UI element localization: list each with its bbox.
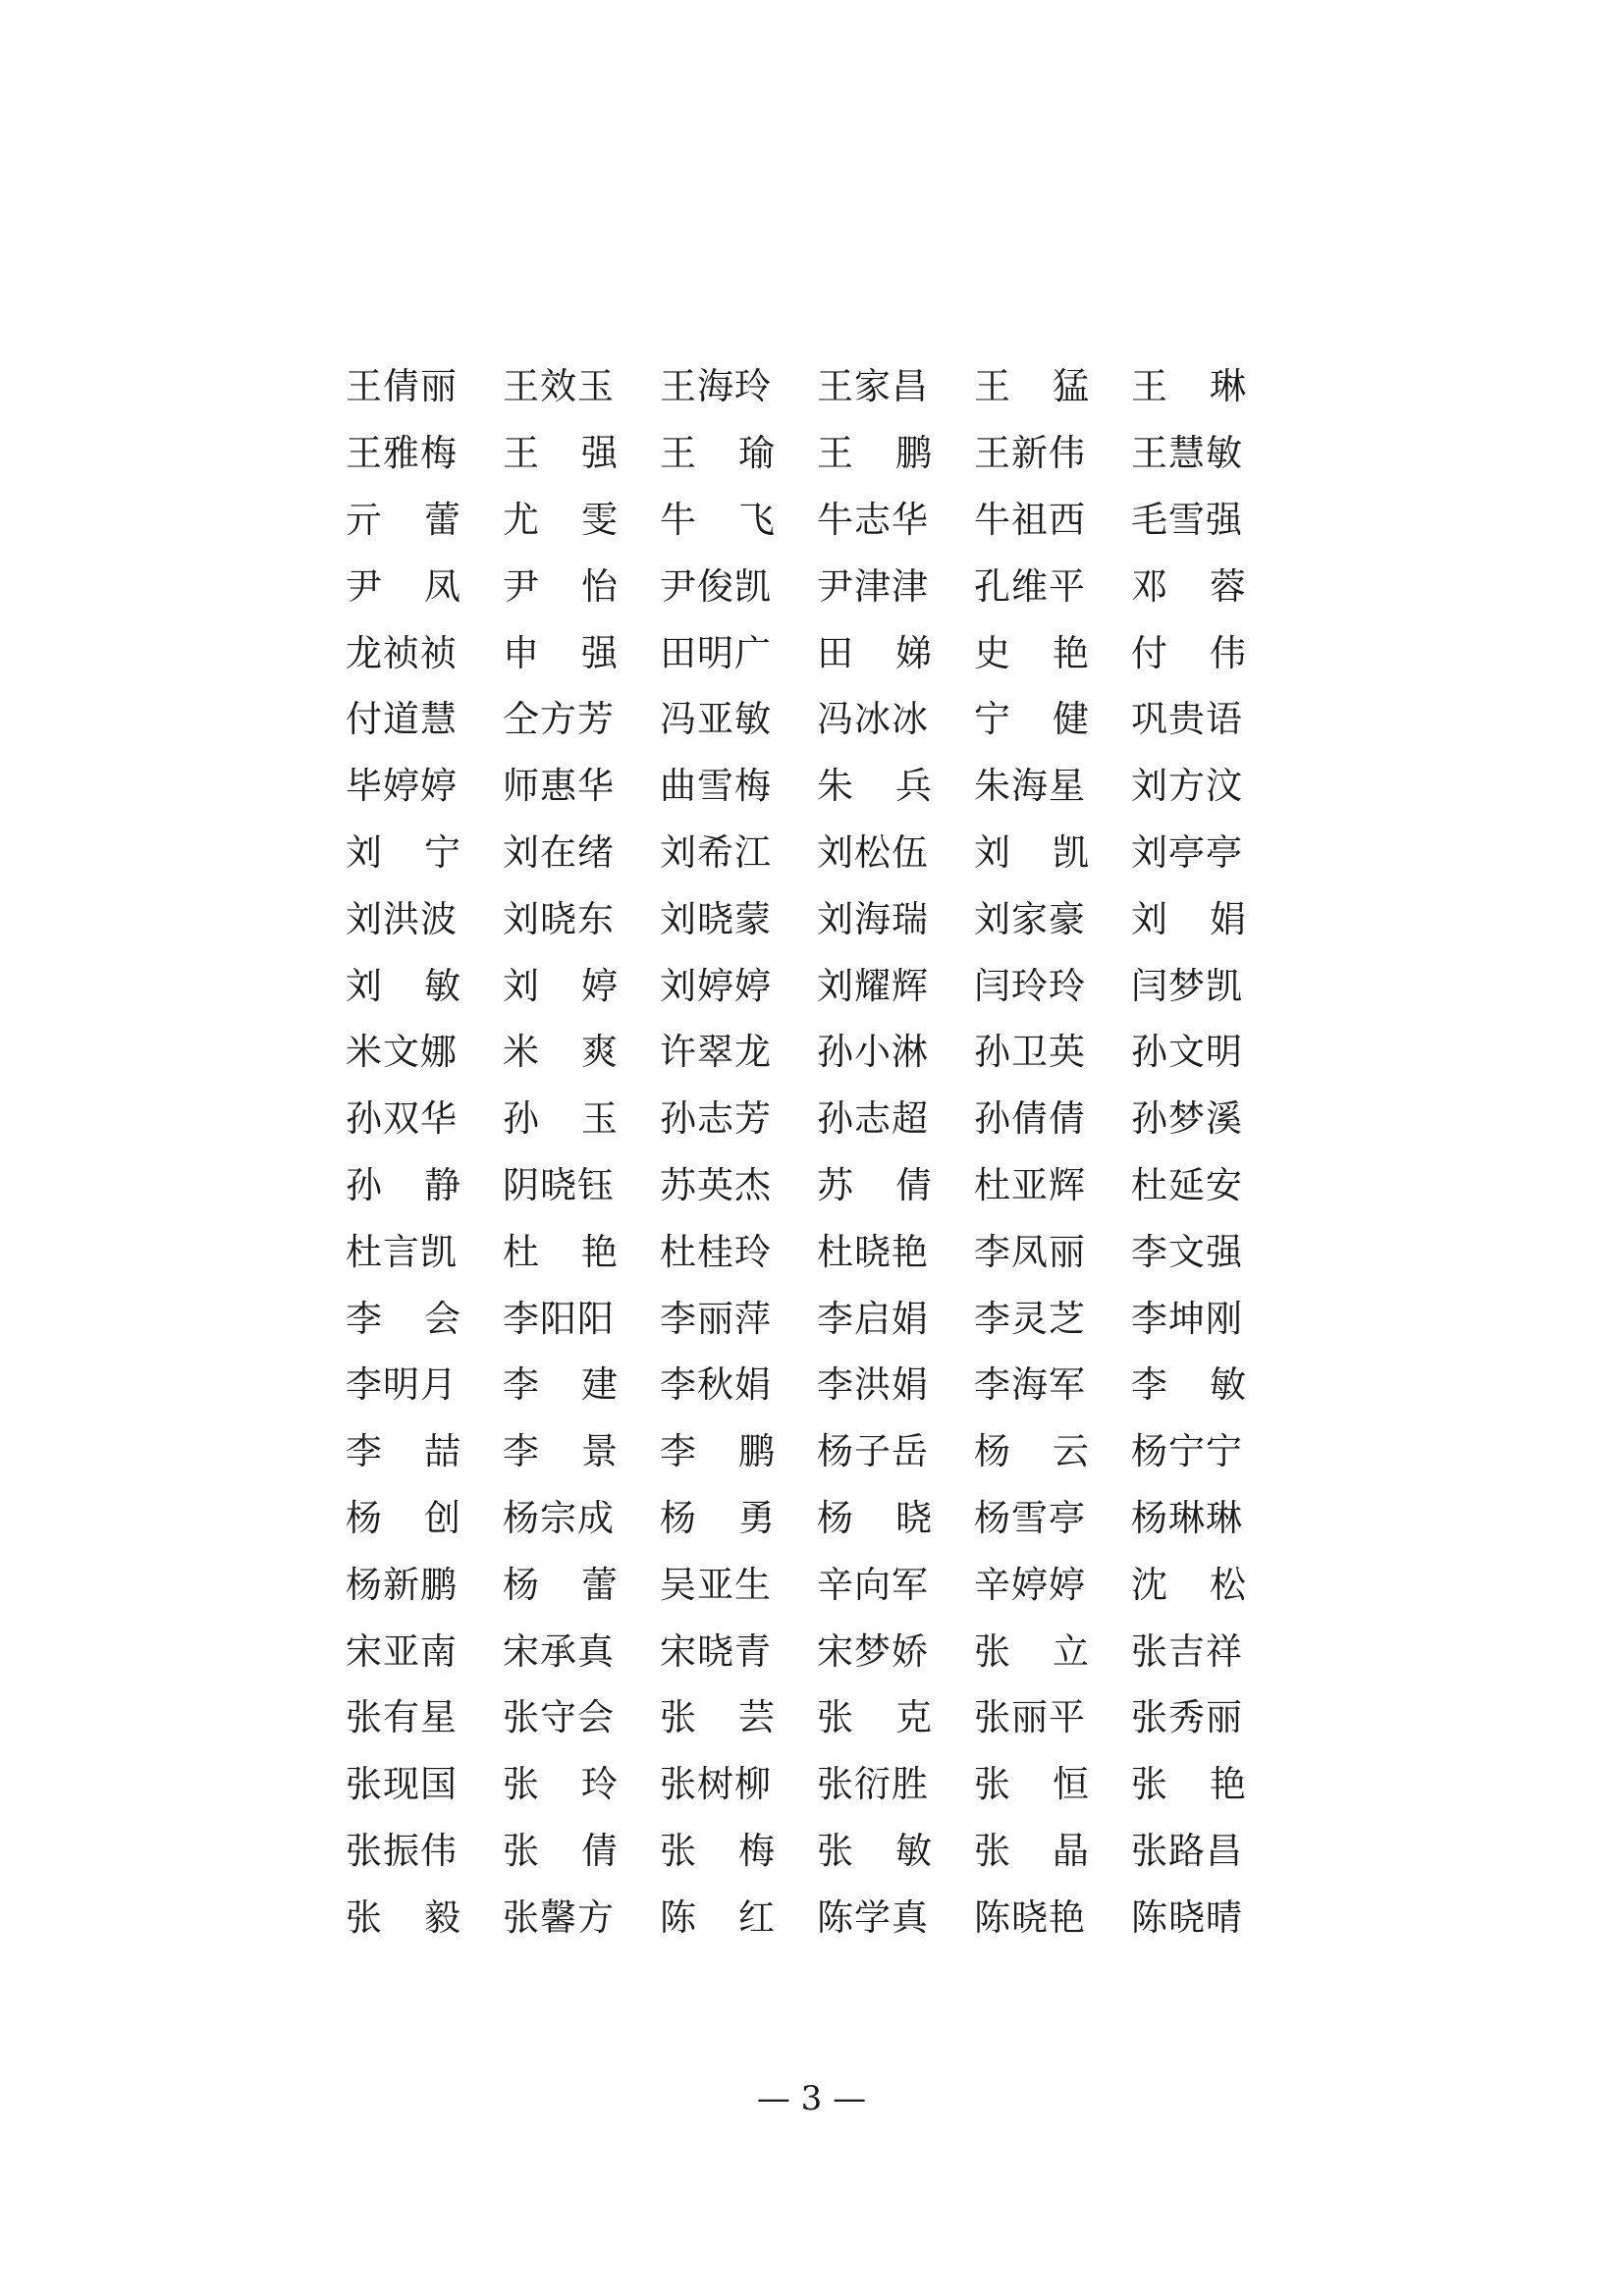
name-given: 玲 <box>581 1763 619 1806</box>
name-entry: 王新伟 <box>974 432 1086 475</box>
name-given: 克 <box>895 1696 933 1739</box>
name-entry <box>503 1086 619 1152</box>
name-given: 飞 <box>738 498 776 541</box>
name-surname: 张 <box>817 1829 854 1872</box>
name-surname: 亓 <box>346 498 383 541</box>
name-list-grid <box>346 353 1257 1950</box>
name-entry <box>974 619 1090 686</box>
name-entry: 张衍胜 <box>817 1763 929 1806</box>
name-entry <box>660 1818 776 1885</box>
name-surname: 王 <box>817 432 854 475</box>
name-surname: 张 <box>660 1696 697 1739</box>
name-entry <box>503 1818 619 1885</box>
name-surname: 杨 <box>817 1496 854 1539</box>
name-given: 立 <box>1053 1629 1090 1673</box>
name-entry: 张树柳 <box>660 1763 772 1806</box>
name-entry: 李明月 <box>346 1363 458 1407</box>
name-surname: 付 <box>1131 631 1168 674</box>
name-entry: 朱海星 <box>974 765 1086 808</box>
name-entry: 刘耀辉 <box>817 964 929 1007</box>
name-entry <box>346 487 461 554</box>
name-surname: 刘 <box>346 830 383 874</box>
name-given: 蕾 <box>424 498 461 541</box>
name-given: 强 <box>581 432 619 475</box>
name-entry: 宋承真 <box>503 1629 615 1673</box>
name-entry <box>974 1818 1090 1885</box>
name-entry: 张秀丽 <box>1131 1696 1243 1739</box>
name-given: 毅 <box>424 1896 461 1939</box>
name-surname: 张 <box>974 1629 1011 1673</box>
name-entry <box>974 1751 1090 1818</box>
name-surname: 陈 <box>660 1896 697 1939</box>
name-entry: 杨雪亭 <box>974 1496 1086 1539</box>
name-entry: 冯亚敏 <box>660 698 772 741</box>
name-entry: 宋亚南 <box>346 1629 458 1673</box>
name-entry <box>974 1418 1090 1485</box>
name-entry: 王家昌 <box>817 365 929 408</box>
name-entry: 孔维平 <box>974 564 1086 608</box>
name-entry: 张丽平 <box>974 1696 1086 1739</box>
name-entry: 刘方汶 <box>1131 765 1243 808</box>
name-entry: 李洪娟 <box>817 1363 929 1407</box>
name-surname: 刘 <box>346 964 383 1007</box>
name-given: 琳 <box>1210 365 1247 408</box>
name-surname: 邓 <box>1131 564 1168 608</box>
name-entry: 孙卫英 <box>974 1031 1086 1074</box>
name-entry: 辛向军 <box>817 1563 929 1606</box>
name-entry <box>346 553 461 619</box>
name-given: 鹏 <box>895 432 933 475</box>
name-surname: 李 <box>503 1363 540 1407</box>
name-given: 婷 <box>581 964 619 1007</box>
name-entry: 王海玲 <box>660 365 772 408</box>
name-entry <box>817 1684 933 1751</box>
name-surname: 张 <box>817 1696 854 1739</box>
name-surname: 史 <box>974 631 1011 674</box>
name-entry: 李海军 <box>974 1363 1086 1407</box>
name-entry <box>503 1418 619 1485</box>
name-surname: 孙 <box>503 1097 540 1141</box>
name-given: 强 <box>581 631 619 674</box>
name-entry: 陈学真 <box>817 1896 929 1939</box>
name-given: 云 <box>1053 1430 1090 1473</box>
name-entry: 米文娜 <box>346 1031 458 1074</box>
name-entry: 牛祖西 <box>974 498 1086 541</box>
name-entry: 龙祯祯 <box>346 631 458 674</box>
name-entry: 刘晓蒙 <box>660 897 772 940</box>
name-entry <box>1131 1551 1247 1618</box>
name-entry: 尹俊凯 <box>660 564 772 608</box>
name-given: 怡 <box>581 564 619 608</box>
name-given: 梅 <box>738 1829 776 1872</box>
name-surname: 孙 <box>346 1163 383 1206</box>
name-given: 景 <box>581 1430 619 1473</box>
name-surname: 杜 <box>503 1230 540 1273</box>
name-given: 红 <box>738 1896 776 1939</box>
name-given: 创 <box>424 1496 461 1539</box>
name-entry <box>660 1684 776 1751</box>
name-entry: 张守会 <box>503 1696 615 1739</box>
name-entry: 王慧敏 <box>1131 432 1243 475</box>
name-surname: 尤 <box>503 498 540 541</box>
name-surname: 张 <box>974 1829 1011 1872</box>
name-entry <box>974 353 1090 420</box>
name-entry <box>1131 353 1247 420</box>
name-surname: 刘 <box>974 830 1011 874</box>
name-given: 爽 <box>581 1031 619 1074</box>
name-given: 蕾 <box>581 1563 619 1606</box>
name-entry <box>1131 619 1247 686</box>
name-entry: 田明广 <box>660 631 772 674</box>
name-entry <box>346 952 461 1019</box>
name-entry: 刘家豪 <box>974 897 1086 940</box>
name-surname: 杨 <box>974 1430 1011 1473</box>
name-entry: 辛婷婷 <box>974 1563 1086 1606</box>
name-entry <box>817 1485 933 1552</box>
name-entry: 陈晓艳 <box>974 1896 1086 1939</box>
name-given: 敏 <box>1210 1363 1247 1407</box>
name-entry <box>503 487 619 554</box>
name-entry: 闫玲玲 <box>974 964 1086 1007</box>
name-entry: 李阳阳 <box>503 1297 615 1340</box>
name-entry: 王倩丽 <box>346 365 458 408</box>
name-entry <box>660 487 776 554</box>
name-entry <box>817 1818 933 1885</box>
name-surname: 张 <box>974 1763 1011 1806</box>
name-entry: 孙文明 <box>1131 1031 1243 1074</box>
name-entry: 杜言凯 <box>346 1230 458 1273</box>
name-entry <box>974 1618 1090 1684</box>
name-entry <box>660 1884 776 1950</box>
name-given: 松 <box>1210 1563 1247 1606</box>
name-entry: 付道慧 <box>346 698 458 741</box>
name-entry: 杨子岳 <box>817 1430 929 1473</box>
name-entry <box>817 619 933 686</box>
name-entry: 毛雪强 <box>1131 498 1243 541</box>
name-entry: 毕婷婷 <box>346 765 458 808</box>
name-given: 建 <box>581 1363 619 1407</box>
name-given: 会 <box>424 1297 461 1340</box>
name-entry: 孙梦溪 <box>1131 1097 1243 1141</box>
name-entry: 许翠龙 <box>660 1031 772 1074</box>
name-entry <box>346 1285 461 1352</box>
page-number: — 3 — <box>756 2079 867 2118</box>
name-entry <box>346 1418 461 1485</box>
name-entry: 杜延安 <box>1131 1163 1243 1206</box>
name-entry <box>503 1551 619 1618</box>
name-surname: 尹 <box>346 564 383 608</box>
name-given: 静 <box>424 1163 461 1206</box>
name-entry <box>1131 553 1247 619</box>
name-surname: 李 <box>503 1430 540 1473</box>
name-entry <box>817 420 933 487</box>
name-given: 伟 <box>1210 631 1247 674</box>
name-entry <box>346 820 461 886</box>
name-entry <box>660 1418 776 1485</box>
name-entry <box>346 1884 461 1950</box>
name-entry: 苏英杰 <box>660 1163 772 1206</box>
name-surname: 田 <box>817 631 854 674</box>
name-surname: 李 <box>660 1430 697 1473</box>
name-entry <box>974 820 1090 886</box>
name-entry: 杜亚辉 <box>974 1163 1086 1206</box>
name-entry: 仝方芳 <box>503 698 615 741</box>
name-entry <box>346 1485 461 1552</box>
name-entry: 张路昌 <box>1131 1829 1243 1872</box>
name-entry: 王雅梅 <box>346 432 458 475</box>
name-entry: 曲雪梅 <box>660 765 772 808</box>
name-given: 敏 <box>895 1829 933 1872</box>
name-given: 娟 <box>1210 897 1247 940</box>
name-given: 晓 <box>895 1496 933 1539</box>
name-entry: 刘婷婷 <box>660 964 772 1007</box>
name-given: 凯 <box>1053 830 1090 874</box>
name-entry: 尹津津 <box>817 564 929 608</box>
name-entry <box>503 619 619 686</box>
name-surname: 李 <box>346 1297 383 1340</box>
name-surname: 刘 <box>1131 897 1168 940</box>
name-entry: 刘松伍 <box>817 830 929 874</box>
name-surname: 苏 <box>817 1163 854 1206</box>
name-surname: 王 <box>503 432 540 475</box>
name-given: 猛 <box>1053 365 1090 408</box>
name-given: 艳 <box>1210 1763 1247 1806</box>
name-entry <box>1131 1751 1247 1818</box>
name-entry: 张馨方 <box>503 1896 615 1939</box>
name-surname: 杨 <box>346 1496 383 1539</box>
name-given: 喆 <box>424 1430 461 1473</box>
name-given: 雯 <box>581 498 619 541</box>
name-entry <box>346 1152 461 1219</box>
name-given: 蓉 <box>1210 564 1247 608</box>
name-surname: 沈 <box>1131 1563 1168 1606</box>
name-entry <box>503 1751 619 1818</box>
name-given: 恒 <box>1053 1763 1090 1806</box>
name-surname: 牛 <box>660 498 697 541</box>
name-entry: 冯冰冰 <box>817 698 929 741</box>
name-entry <box>660 420 776 487</box>
name-surname: 王 <box>974 365 1011 408</box>
name-entry: 牛志华 <box>817 498 929 541</box>
name-entry: 杨琳琳 <box>1131 1496 1243 1539</box>
name-entry: 张振伟 <box>346 1829 458 1872</box>
name-entry: 杨宗成 <box>503 1496 615 1539</box>
name-surname: 刘 <box>503 964 540 1007</box>
name-entry: 宋晓青 <box>660 1629 772 1673</box>
name-entry <box>660 1485 776 1552</box>
name-entry: 孙小淋 <box>817 1031 929 1074</box>
name-given: 娣 <box>895 631 933 674</box>
name-entry: 孙志超 <box>817 1097 929 1141</box>
name-entry <box>503 952 619 1019</box>
name-surname: 朱 <box>817 765 854 808</box>
name-surname: 杨 <box>660 1496 697 1539</box>
name-given: 宁 <box>424 830 461 874</box>
name-entry: 王效玉 <box>503 365 615 408</box>
name-given: 倩 <box>895 1163 933 1206</box>
name-entry: 李坤刚 <box>1131 1297 1243 1340</box>
name-given: 玉 <box>581 1097 619 1141</box>
name-entry: 李启娟 <box>817 1297 929 1340</box>
name-given: 倩 <box>581 1829 619 1872</box>
name-given: 凤 <box>424 564 461 608</box>
name-entry: 刘在绪 <box>503 830 615 874</box>
name-entry <box>1131 885 1247 952</box>
name-entry: 杨新鹏 <box>346 1563 458 1606</box>
name-surname: 王 <box>660 432 697 475</box>
name-given: 芸 <box>738 1696 776 1739</box>
name-entry: 杜晓艳 <box>817 1230 929 1273</box>
name-entry: 张有星 <box>346 1696 458 1739</box>
name-given: 艳 <box>1053 631 1090 674</box>
name-entry <box>817 1152 933 1219</box>
name-given: 瑜 <box>738 432 776 475</box>
name-entry: 张现国 <box>346 1763 458 1806</box>
name-given: 晶 <box>1053 1829 1090 1872</box>
name-entry: 张吉祥 <box>1131 1629 1243 1673</box>
name-entry: 刘晓东 <box>503 897 615 940</box>
name-entry: 李秋娟 <box>660 1363 772 1407</box>
name-surname: 张 <box>346 1896 383 1939</box>
name-entry: 杜桂玲 <box>660 1230 772 1273</box>
name-entry: 杨宁宁 <box>1131 1430 1243 1473</box>
name-given: 健 <box>1053 698 1090 741</box>
name-entry: 李凤丽 <box>974 1230 1086 1273</box>
name-surname: 米 <box>503 1031 540 1074</box>
name-entry <box>503 553 619 619</box>
name-surname: 王 <box>1131 365 1168 408</box>
name-entry <box>974 686 1090 753</box>
name-given: 艳 <box>581 1230 619 1273</box>
name-entry <box>503 420 619 487</box>
name-entry <box>503 1352 619 1418</box>
name-entry <box>1131 1352 1247 1418</box>
name-entry: 刘洪波 <box>346 897 458 940</box>
name-entry: 陈晓晴 <box>1131 1896 1243 1939</box>
name-entry: 李丽萍 <box>660 1297 772 1340</box>
name-given: 勇 <box>738 1496 776 1539</box>
name-surname: 尹 <box>503 564 540 608</box>
name-entry: 宋梦娇 <box>817 1629 929 1673</box>
name-surname: 李 <box>346 1430 383 1473</box>
name-surname: 杨 <box>503 1563 540 1606</box>
name-entry: 李文强 <box>1131 1230 1243 1273</box>
name-entry: 巩贵语 <box>1131 698 1243 741</box>
name-entry: 李灵芝 <box>974 1297 1086 1340</box>
name-entry: 阴晓钰 <box>503 1163 615 1206</box>
name-entry <box>503 1218 619 1285</box>
name-entry: 刘海瑞 <box>817 897 929 940</box>
name-given: 鹏 <box>738 1430 776 1473</box>
name-entry: 刘希江 <box>660 830 772 874</box>
name-entry: 刘亭亭 <box>1131 830 1243 874</box>
name-entry: 闫梦凯 <box>1131 964 1243 1007</box>
name-surname: 宁 <box>974 698 1011 741</box>
name-surname: 张 <box>1131 1763 1168 1806</box>
name-entry: 吴亚生 <box>660 1563 772 1606</box>
name-entry: 孙双华 <box>346 1097 458 1141</box>
name-entry <box>503 1019 619 1086</box>
name-entry: 师惠华 <box>503 765 615 808</box>
name-entry: 孙倩倩 <box>974 1097 1086 1141</box>
name-surname: 张 <box>503 1763 540 1806</box>
name-entry: 孙志芳 <box>660 1097 772 1141</box>
name-given: 兵 <box>895 765 933 808</box>
name-surname: 张 <box>660 1829 697 1872</box>
name-surname: 张 <box>503 1829 540 1872</box>
name-given: 敏 <box>424 964 461 1007</box>
name-entry <box>817 753 933 820</box>
name-surname: 李 <box>1131 1363 1168 1407</box>
name-surname: 申 <box>503 631 540 674</box>
